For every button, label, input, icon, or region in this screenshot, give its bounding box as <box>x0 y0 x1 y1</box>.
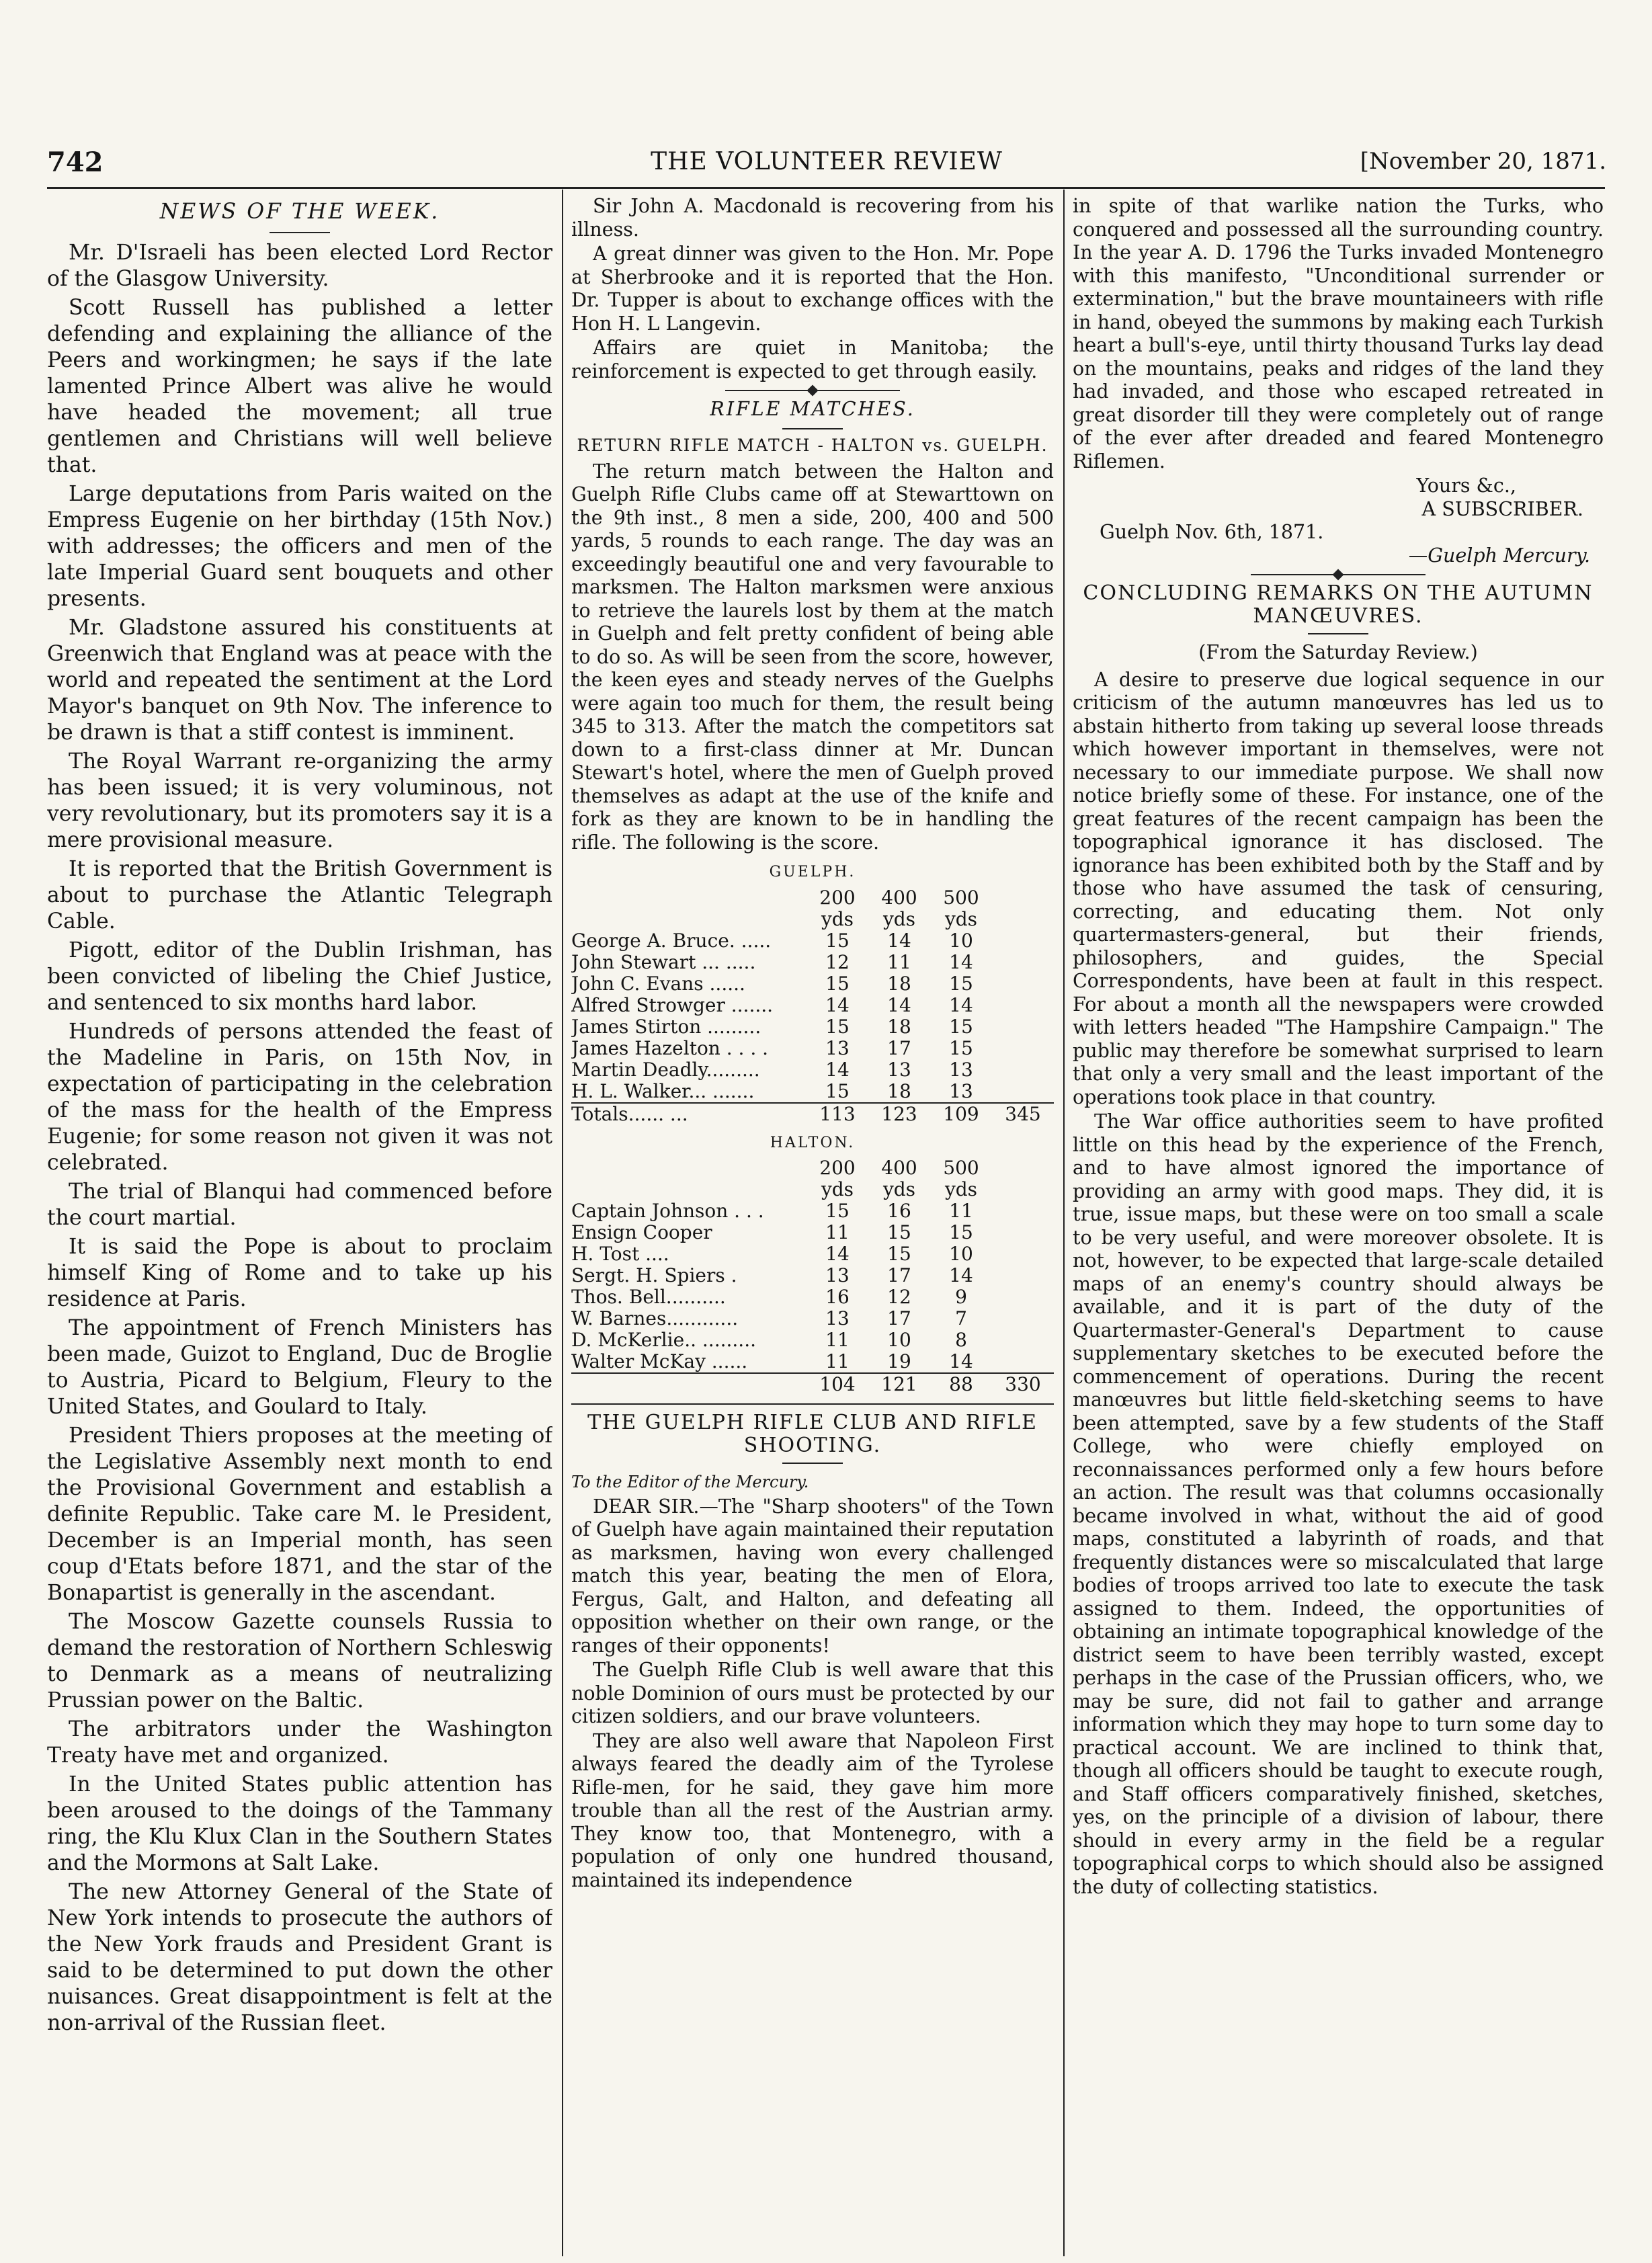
guelph-score-table <box>571 887 1054 1125</box>
score-cell: 17 <box>887 1036 911 1059</box>
table-row <box>571 1329 1054 1351</box>
letter-paragraph: They are also well aware that Napoleon First always feared the deadly aim of the Tyrolese Rifle-men, for he said, they gave him more trouble than all the rest of the Austrian army. They know too, that Montenegro, with a population of only one hundred thousand, maintained its independence <box>571 1729 1054 1891</box>
unit-header: yds <box>944 1178 978 1200</box>
news-item: The new Attorney General of the State of New York intends to prosecute the authors of the New York frauds and President Grant is said to be determined to put down the other nuisances. Great disappointment is felt at the non-arrival of the Russian fleet. <box>47 1880 552 2035</box>
closing: Yours &c., <box>1416 475 1516 497</box>
shooter-name: James Hazelton . . . . <box>571 1036 769 1059</box>
to-editor-line: To the Editor of the Mercury. <box>571 1473 809 1491</box>
table-row <box>571 1265 1054 1286</box>
journal-title: THE VOLUNTEER REVIEW <box>651 148 1003 175</box>
total-cell: 123 <box>868 1103 930 1125</box>
shooter-name: Sergt. H. Spiers . <box>571 1264 737 1286</box>
ornament-rule <box>725 390 900 391</box>
table-row <box>571 1222 1054 1243</box>
news-item: The Royal Warrant re-organizing the army has been issued; it is very voluminous, not very revolutionary, but its promoters say it is a mere provisional measure. <box>47 749 552 852</box>
score-cell: 15 <box>887 1243 911 1265</box>
distance-header: 200 <box>819 886 856 909</box>
totals-row <box>571 1373 1054 1395</box>
shooter-name: John Stewart ... ..... <box>571 950 756 973</box>
table-row <box>571 1038 1054 1059</box>
score-cell: 15 <box>825 929 850 952</box>
grand-total: 330 <box>992 1373 1054 1395</box>
score-cell: 14 <box>949 1350 973 1372</box>
unit-header: yds <box>821 907 854 930</box>
score-cell: 14 <box>887 929 911 952</box>
total-cell: 113 <box>807 1103 868 1125</box>
table-row <box>571 995 1054 1016</box>
score-cell: 13 <box>825 1036 850 1059</box>
column-news <box>47 195 552 2250</box>
news-item: Affairs are quiet in Manitoba; the reinforcement is expected to get through easily. <box>571 337 1054 382</box>
shooter-name: Thos. Bell.......... <box>571 1286 726 1308</box>
table-row <box>571 1351 1054 1373</box>
score-cell: 15 <box>825 1200 850 1222</box>
score-cell: 14 <box>825 1243 850 1265</box>
shooter-name: Walter McKay ...... <box>571 1350 748 1372</box>
news-item: Large deputations from Paris waited on the Empress Eugenie on her birthday (15th Nov.) with addresses; the officers and men of the late Imperial Guard sent bouquets and other presents. <box>47 482 552 611</box>
table-row <box>571 1286 1054 1308</box>
source-credit: —Guelph Mercury. <box>1408 544 1590 567</box>
score-cell: 16 <box>825 1286 850 1308</box>
score-cell: 11 <box>887 950 911 973</box>
score-cell: 17 <box>887 1264 911 1286</box>
totals-label: Totals...... ... <box>571 1103 807 1125</box>
news-item: Hundreds of persons attended the feast of the Madeline in Paris, on 15th Nov, in expectation of participating in the celebration of the mass for the health of the Empress Eugenie; for some reason not given it was not celebrated. <box>47 1020 552 1175</box>
heading-rule <box>1308 633 1368 634</box>
page-header <box>47 147 1606 184</box>
score-cell: 10 <box>949 1243 973 1265</box>
news-item: President Thiers proposes at the meeting of the Legislative Assembly next month to end the Provisional Government and establish a definite Republic. Take care M. le President, December is an Imperial month, has seen coup d'Etats before 1871, and the star of the Bonapartist is generally in the ascendant. <box>47 1424 552 1605</box>
article-paragraph: The War office authorities seem to have profited little on this head by the experience of the French, and to have almost ignored the importance of providing an army with good maps. They did, it is true, issue maps, but these were on too small a scale to be very useful, and were moreover obsolete. It is not, however, to be expected that large-scale detailed maps of an enemy's country should always be available, and it is part of the duty of the Quartermaster-General's Department to cause supplementary sketches to be executed before the commencement of operations. During the recent manœuvres but little field-sketching seems to have been attempted, save by a few students of the Staff College, who were chiefly employed on reconnaissances performed only a few hours before an action. The result was that columns occasionally became involved in what, without the aid of good maps, constituted a labyrinth of roads, and that frequently distances were so miscalculated that large bodies of troops arrived too late to execute the task assigned to them. Indeed, the opportunities of obtaining an intimate topographical knowledge of the district seem to have been terribly wasted, except perhaps in the case of the Prussian officers, who, we may be sure, did not fail to gather and arrange information which they may hope to turn some day to practical account. We are inclined to think that, though all officers should be taught to execute rough, and Staff officers comparatively finished, sketches, yes, on the principle of a division of labour, there should in every army in the field be a regular topographical corps to which should also be assigned the duty of collecting statistics. <box>1073 1110 1604 1898</box>
news-item: In the United States public attention has been aroused to the doings of the Tammany ring, the Klu Klux Clan in the Southern States and the Mormons at Salt Lake. <box>47 1772 552 1875</box>
table-row <box>571 1243 1054 1265</box>
column-divider-1 <box>562 190 563 2256</box>
totals-row <box>571 1103 1054 1125</box>
guelph-label: GUELPH. <box>769 864 856 880</box>
news-item: Mr. Gladstone assured his constituents at Greenwich that England was at peace with the world and repeated the sentiment at the Lord Mayor's banquet on 9th Nov. The inference to be drawn is that a stiff contest is imminent. <box>47 616 552 745</box>
shooter-name: W. Barnes............ <box>571 1307 739 1329</box>
score-cell: 12 <box>887 1286 911 1308</box>
news-item: Scott Russell has published a letter defending and explaining the alliance of the Peers and workingmen; he says if the late lamented Prince Albert was alive he would have headed the movement; all true gentlemen and Christians will well believe that. <box>47 296 552 477</box>
score-cell: 14 <box>825 1058 850 1081</box>
shooter-name: James Stirton ......... <box>571 1015 761 1038</box>
shooter-name: Martin Deadly......... <box>571 1058 760 1081</box>
heading-rule <box>782 1463 843 1464</box>
score-cell: 17 <box>887 1307 911 1329</box>
rifle-matches-heading: RIFLE MATCHES. <box>710 398 915 420</box>
distance-header: 400 <box>881 886 917 909</box>
total-cell: 104 <box>807 1373 868 1395</box>
page-number: 742 <box>47 147 104 178</box>
concluding-heading: CONCLUDING REMARKS ON THE AUTUMN MANŒUVRES. <box>1083 581 1594 628</box>
table-row <box>571 1059 1054 1081</box>
distance-header: 500 <box>943 1157 979 1179</box>
score-cell: 11 <box>825 1329 850 1351</box>
shooter-name: George A. Bruce. ..... <box>571 929 772 952</box>
news-item: Mr. D'Israeli has been elected Lord Rector of the Glasgow University. <box>47 241 552 291</box>
score-cell: 8 <box>955 1329 967 1351</box>
score-cell: 11 <box>825 1221 850 1243</box>
grand-total: 345 <box>992 1103 1054 1125</box>
total-cell: 121 <box>868 1373 930 1395</box>
table-row <box>571 1308 1054 1329</box>
score-cell: 15 <box>825 1079 850 1102</box>
score-cell: 11 <box>949 1200 973 1222</box>
place-date: Guelph Nov. 6th, 1871. <box>1100 521 1324 543</box>
column-rifle <box>571 195 1054 2250</box>
score-cell: 13 <box>949 1079 973 1102</box>
score-cell: 15 <box>949 1036 973 1059</box>
shooter-name: Alfred Strowger ....... <box>571 993 774 1016</box>
score-cell: 12 <box>825 950 850 973</box>
score-cell: 13 <box>887 1058 911 1081</box>
distance-header: 500 <box>943 886 979 909</box>
score-cell: 15 <box>949 1221 973 1243</box>
score-cell: 15 <box>949 1015 973 1038</box>
total-cell: 88 <box>930 1373 992 1395</box>
shooter-name: D. McKerlie.. ......... <box>571 1329 757 1351</box>
score-cell: 13 <box>825 1264 850 1286</box>
news-item: It is said the Pope is about to proclaim himself King of Rome and to take up his residence at Paris. <box>47 1235 552 1311</box>
score-cell: 14 <box>949 950 973 973</box>
score-cell: 9 <box>955 1286 967 1308</box>
shooter-name: H. L. Walker... ....... <box>571 1079 755 1102</box>
total-cell: 109 <box>930 1103 992 1125</box>
score-cell: 18 <box>887 972 911 995</box>
table-row <box>571 973 1054 995</box>
news-item: A great dinner was given to the Hon. Mr. Pope at Sherbrooke and it is reported that the Hon. Dr. Tupper is about to exchange offices with the Hon H. L Langevin. <box>571 243 1054 335</box>
article-paragraph: A desire to preserve due logical sequence in our criticism of the autumn manœuvres has led us to abstain hitherto from taking up several loose threads which however important in themselves, were not necessary to our immediate purpose. We shall now notice briefly some of these. For instance, one of the great features of the recent campaign has been the topographical ignorance it has disclosed. The ignorance has been exhibited both by the Staff and by those who have assumed the task of censuring, correcting, and educating them. Not only quartermasters-general, but their friends, philosophers, and guides, the Special Correspondents, have been at fault in this respect. For about a month all the newspapers were crowded with letters headed "The Hampshire Campaign." The public may therefore be somewhat surprised to learn that only a very small and the least important of the operations took place in that country. <box>1073 668 1604 1108</box>
score-cell: 18 <box>887 1015 911 1038</box>
table-row <box>571 1200 1054 1222</box>
heading-rule <box>782 428 843 429</box>
table-row <box>571 930 1054 952</box>
score-cell: 19 <box>887 1350 911 1372</box>
news-item: Pigott, editor of the Dublin Irishman, has been convicted of libeling the Chief Justice, and sentenced to six months hard labor. <box>47 938 552 1015</box>
score-cell: 13 <box>949 1058 973 1081</box>
score-cell: 13 <box>825 1307 850 1329</box>
section-rule <box>571 1403 1054 1405</box>
header-rule <box>47 187 1605 189</box>
halton-score-table <box>571 1157 1054 1395</box>
unit-header: yds <box>944 907 978 930</box>
score-cell: 10 <box>887 1329 911 1351</box>
unit-header: yds <box>882 1178 916 1200</box>
news-heading: NEWS OF THE WEEK. <box>159 200 440 224</box>
score-cell: 14 <box>949 993 973 1016</box>
shooter-name: Captain Johnson . . . <box>571 1200 764 1222</box>
distance-header: 400 <box>881 1157 917 1179</box>
table-row <box>571 1016 1054 1038</box>
news-item: Sir John A. Macdonald is recovering from his illness. <box>571 195 1054 241</box>
match-report: The return match between the Halton and Guelph Rifle Clubs came off at Stewarttown on the 9th inst., 8 men a side, 200, 400 and 500 yards, 5 rounds to each range. The day was an exceedingly beautiful one and very favourable to marksmen. The Halton marksmen were anxious to retrieve the laurels lost by them at the match in Guelph and felt pretty confident of being able to do so. As will be seen from the score, however, the keen eyes and steady nerves of the Guelphs were again too much for them, the result being 345 to 313. After the match the competitors sat down to a first-class dinner at Mr. Duncan Stewart's hotel, where the men of Guelph proved themselves as adapt at the use of the knife and fork as they are known to be in handling the rifle. The following is the score. <box>571 460 1054 854</box>
letter-continuation: in spite of that warlike nation the Turks, who conquered and possessed all the surrounding country. In the year A. D. 1796 the Turks invaded Montenegro with this manifesto, "Unconditional surrender or extermination," but the brave mountaineers with rifle in hand, obeyed the summons by making each Turkish heart a bull's-eye, until thirty thousand Turks lay dead on the mountains, peaks and ridges of the land they had invaded, and those who escaped retreated in great disorder till they were completely out of range of the ever after dreaded and feared Montenegro Riflemen. <box>1073 195 1604 472</box>
issue-date: [November 20, 1871. <box>1360 148 1606 175</box>
shooter-name: H. Tost .... <box>571 1243 669 1265</box>
column-divider-2 <box>1063 190 1065 2256</box>
score-cell: 16 <box>887 1200 911 1222</box>
news-item: The appointment of French Ministers has been made, Guizot to England, Duc de Broglie to Austria, Picard to Belgium, Fleury to the United States, and Goulard to Italy. <box>47 1316 552 1419</box>
score-cell: 15 <box>825 972 850 995</box>
club-heading: THE GUELPH RIFLE CLUB AND RIFLE SHOOTING. <box>587 1411 1038 1457</box>
unit-header: yds <box>882 907 916 930</box>
ornament-rule <box>1251 574 1426 575</box>
news-item: The Moscow Gazette counsels Russia to demand the restoration of Northern Schleswig to Denmark as a means of neutralizing Prussian power on the Baltic. <box>47 1610 552 1713</box>
score-cell: 14 <box>949 1264 973 1286</box>
column-manoeuvres <box>1073 195 1604 2250</box>
signature: A SUBSCRIBER. <box>1421 497 1583 520</box>
news-item: It is reported that the British Government is about to purchase the Atlantic Telegraph Cable. <box>47 857 552 934</box>
score-cell: 14 <box>887 993 911 1016</box>
shooter-name: John C. Evans ...... <box>571 972 745 995</box>
score-cell: 15 <box>825 1015 850 1038</box>
news-item: The trial of Blanqui had commenced before the court martial. <box>47 1180 552 1230</box>
table-row <box>571 1081 1054 1103</box>
unit-header: yds <box>821 1178 854 1200</box>
score-cell: 14 <box>825 993 850 1016</box>
letter-paragraph: DEAR SIR.—The "Sharp shooters" of the Town of Guelph have again maintained their reputation as marksmen, having won every challenged match this year, beating the men of Elora, Fergus, Galt, and Halton, and defeating all opposition whether on their own range, or the ranges of their opponents! <box>571 1495 1054 1657</box>
heading-rule <box>270 232 330 233</box>
score-cell: 15 <box>949 972 973 995</box>
score-cell: 7 <box>955 1307 967 1329</box>
score-cell: 10 <box>949 929 973 952</box>
source-line: (From the Saturday Review.) <box>1198 641 1478 663</box>
score-cell: 11 <box>825 1350 850 1372</box>
letter-paragraph: The Guelph Rifle Club is well aware that this noble Dominion of ours must be protected by our citizen soldiers, and our brave volunteers. <box>571 1659 1054 1727</box>
shooter-name: Ensign Cooper <box>571 1221 712 1243</box>
score-cell: 15 <box>887 1221 911 1243</box>
news-item: The arbitrators under the Washington Treaty have met and organized. <box>47 1717 552 1768</box>
halton-label: HALTON. <box>770 1134 856 1151</box>
score-cell: 18 <box>887 1079 911 1102</box>
distance-header: 200 <box>819 1157 856 1179</box>
match-heading: RETURN RIFLE MATCH - HALTON vs. GUELPH. <box>577 435 1048 455</box>
table-row <box>571 952 1054 973</box>
